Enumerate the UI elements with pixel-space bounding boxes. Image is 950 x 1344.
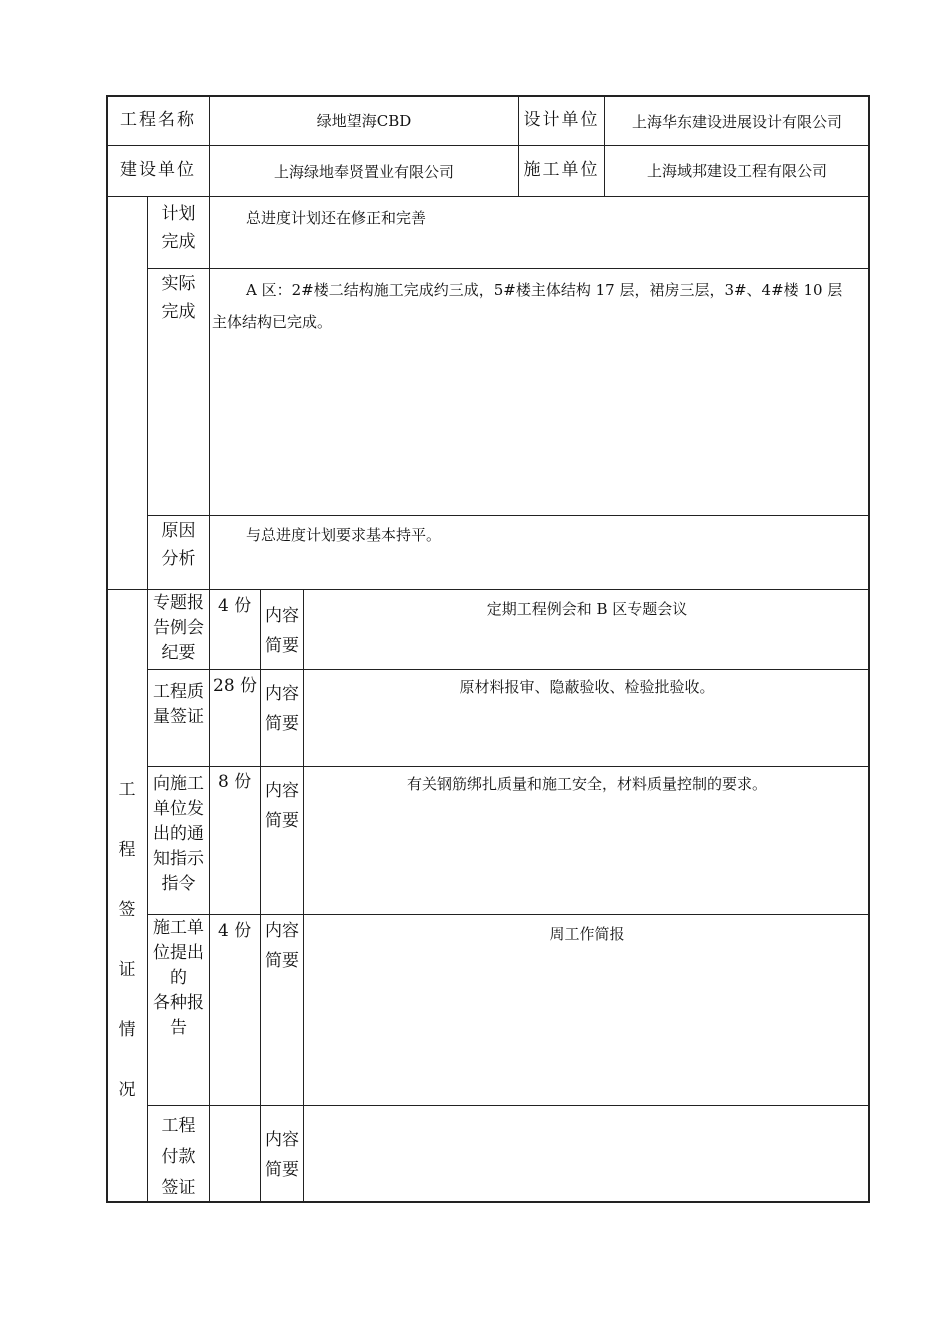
signoff-content: 定期工程例会和 B 区专题会议 <box>486 600 688 618</box>
signoff-row-label: 工程 付款 签证 <box>161 1116 196 1198</box>
content-summary-label: 内容 简要 <box>265 606 299 656</box>
reason-label-line: 原因 <box>161 521 196 541</box>
reason-label <box>148 519 209 572</box>
row-divider <box>147 669 870 670</box>
section-label-char: 证 <box>118 960 136 980</box>
content-summary-label: 内容 简要 <box>265 781 299 831</box>
section-label-char: 程 <box>118 840 136 860</box>
signoff-count: 4 份 <box>218 921 252 941</box>
content-summary-label: 内容 简要 <box>265 921 299 971</box>
design-unit-label: 设计单位 <box>523 110 600 130</box>
owner-unit-label: 建设单位 <box>120 160 196 180</box>
signoff-row-label: 工程质 量签证 <box>153 682 204 727</box>
actual-label-line: 完成 <box>161 302 196 322</box>
actual-text-line-1: A 区：2#楼二结构施工完成约三成，5#楼主体结构 17 层，裙房三层，3#、4#楼 10 层 <box>246 281 843 299</box>
actual-label <box>148 272 209 325</box>
actual-label-line: 实际 <box>161 274 196 294</box>
reason-label-line: 分析 <box>161 549 196 569</box>
plan-label-line: 计划 <box>161 204 196 224</box>
project-name-value: 绿地望海CBD <box>316 112 412 130</box>
content-summary-label: 内容 简要 <box>265 684 299 734</box>
row-divider <box>106 589 870 590</box>
row-divider <box>147 268 870 269</box>
reason-text: 与总进度计划要求基本持平。 <box>246 526 442 544</box>
signoff-row-label: 施工单 位提出 的 各种报 告 <box>153 918 204 1038</box>
signoff-row-label: 向施工 单位发 出的通 知指示 指令 <box>153 774 204 894</box>
construction-unit-label: 施工单位 <box>523 160 600 180</box>
row-divider <box>106 145 870 146</box>
signoff-count: 8 份 <box>218 772 252 792</box>
construction-unit-value: 上海域邦建设工程有限公司 <box>646 162 827 180</box>
signoff-content: 周工作简报 <box>549 925 625 943</box>
form-table-border <box>106 95 870 1203</box>
section-label-char: 签 <box>118 900 136 920</box>
content-summary-label: 内容 简要 <box>265 1130 299 1180</box>
section-label-char: 情 <box>118 1020 136 1040</box>
signoff-content: 有关钢筋绑扎质量和施工安全，材料质量控制的要求。 <box>406 775 767 793</box>
col-divider <box>209 196 210 1203</box>
project-name-label: 工程名称 <box>120 110 196 130</box>
signoff-row-label: 专题报 告例会 纪要 <box>153 593 204 663</box>
actual-text-line-2: 主体结构已完成。 <box>212 313 333 331</box>
signoff-content: 原材料报审、隐蔽验收、检验批验收。 <box>459 678 715 696</box>
row-divider <box>147 766 870 767</box>
signoff-count: 4 份 <box>218 596 252 616</box>
row-divider <box>147 515 870 516</box>
signoff-count: 28 份 <box>213 676 258 696</box>
row-divider <box>106 196 870 197</box>
design-unit-value: 上海华东建设进展设计有限公司 <box>631 113 842 131</box>
owner-unit-value: 上海绿地奉贤置业有限公司 <box>273 163 454 181</box>
plan-text: 总进度计划还在修正和完善 <box>246 209 427 227</box>
signoff-section-label <box>112 760 142 1120</box>
row-divider <box>147 914 870 915</box>
section-label-char: 况 <box>118 1080 136 1100</box>
plan-label <box>148 202 209 255</box>
row-divider <box>147 1105 870 1106</box>
plan-label-line: 完成 <box>161 232 196 252</box>
section-label-char: 工 <box>118 780 136 800</box>
